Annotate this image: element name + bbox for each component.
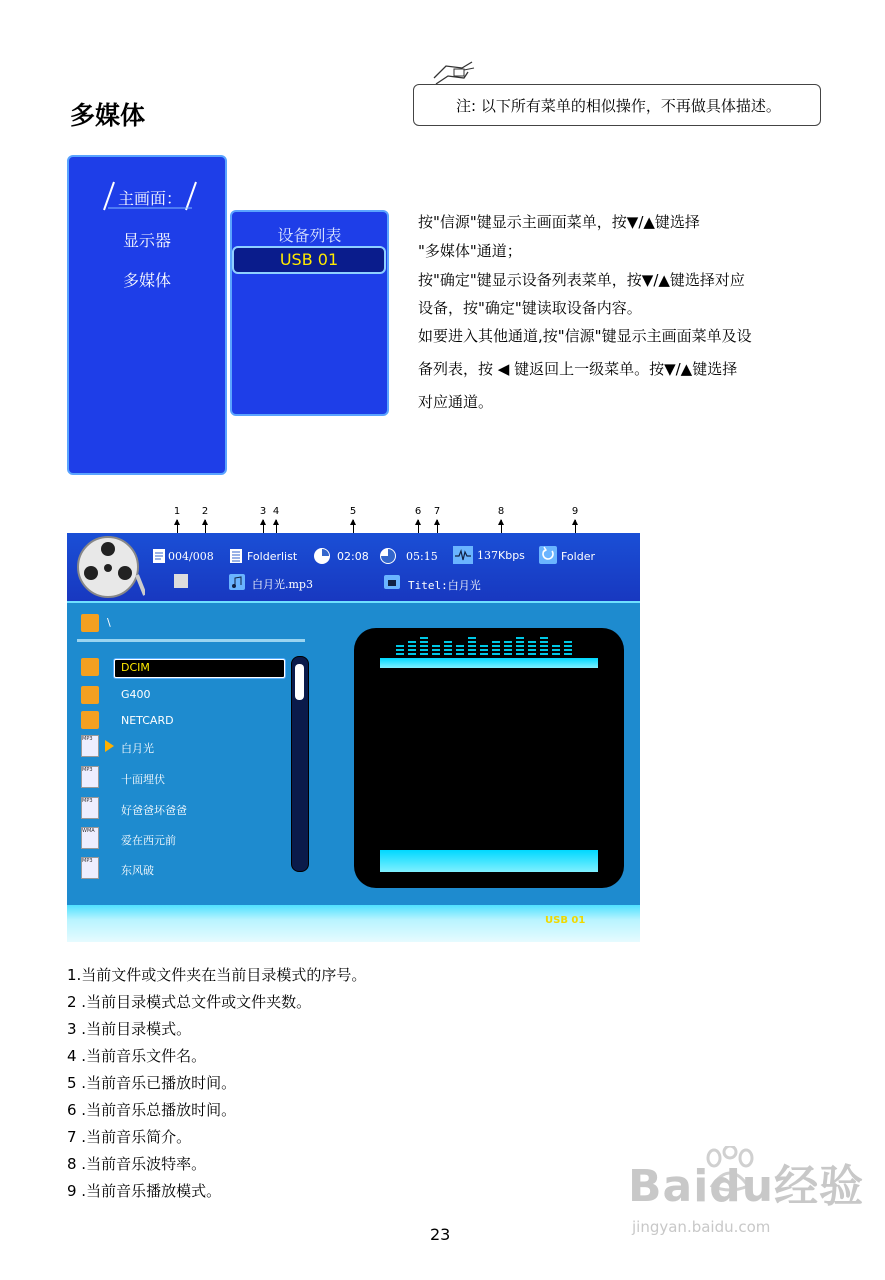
file-item[interactable]: 好爸爸坏爸爸 — [121, 804, 187, 817]
marker-9: 9 — [571, 506, 579, 517]
file-item[interactable]: 爱在西元前 — [121, 834, 176, 847]
file-type: MP3 — [82, 858, 93, 864]
film-reel-icon — [71, 535, 145, 599]
desc-line: 按"信源"键显示主画面菜单，按▼/▲键选择 — [418, 213, 700, 231]
repeat-icon — [539, 546, 557, 564]
music-file-icon — [81, 766, 99, 788]
device-item-label: USB 01 — [279, 250, 339, 269]
file-list-scrollbar[interactable] — [291, 656, 309, 872]
legend-item: 5 .当前音乐已播放时间。 — [67, 1074, 237, 1092]
device-list-header: 设备列表 — [277, 226, 342, 245]
watermark-url: jingyan.baidu.com — [632, 1218, 771, 1236]
file-type: MP3 — [82, 767, 93, 773]
legend-item: 6 .当前音乐总播放时间。 — [67, 1101, 237, 1119]
desc-line: 按"确定"键显示设备列表菜单，按▼/▲键选择对应 — [418, 271, 745, 289]
file-item[interactable]: 东风破 — [121, 864, 154, 877]
music-filename: 白月光.mp3 — [252, 578, 313, 591]
file-item[interactable]: 白月光 — [121, 742, 154, 755]
info-icon — [384, 575, 400, 589]
page-number: 23 — [430, 1225, 451, 1244]
play-indicator-icon — [105, 740, 114, 752]
note-box — [413, 84, 821, 126]
bitrate-unit: Kbps — [498, 549, 525, 562]
file-item[interactable]: 十面埋伏 — [121, 773, 165, 786]
note-text: 注: 以下所有菜单的相似操作，不再做具体描述。 — [456, 97, 781, 115]
marker-2: 2 — [201, 506, 209, 517]
marker-6: 6 — [414, 506, 422, 517]
marker-4: 4 — [272, 506, 280, 517]
marker-3: 3 — [259, 506, 267, 517]
marker-5: 5 — [349, 506, 357, 517]
elapsed-clock-icon — [313, 547, 331, 565]
legend-item: 1.当前文件或文件夹在当前目录模式的序号。 — [67, 966, 367, 984]
file-type: MP3 — [82, 798, 93, 804]
menu-item-display[interactable]: 显示器 — [122, 231, 171, 250]
bitrate — [477, 549, 525, 562]
path-divider — [77, 639, 305, 642]
player-status-bar — [67, 533, 640, 601]
file-item[interactable]: DCIM — [121, 661, 150, 674]
file-type: MP3 — [82, 736, 93, 742]
file-index: 004/008 — [168, 550, 214, 563]
play-mode: Folder — [561, 550, 595, 563]
file-item[interactable]: G400 — [121, 688, 151, 701]
elapsed-time: 02:08 — [337, 550, 369, 563]
device-item-usb01[interactable] — [232, 246, 386, 274]
music-info: Titel:白月光 — [408, 579, 481, 592]
marker-1: 1 — [173, 506, 181, 517]
stop-icon — [174, 574, 188, 588]
file-index-icon — [152, 548, 166, 564]
marker-8: 8 — [497, 506, 505, 517]
folder-icon — [81, 658, 99, 676]
desc-line: 备列表，按 ◀ 键返回上一级菜单。按▼/▲键选择 — [418, 360, 738, 378]
total-time: 05:15 — [406, 550, 438, 563]
music-file-icon — [81, 857, 99, 879]
spectrum-bars — [394, 633, 584, 657]
music-file-icon — [81, 827, 99, 849]
bitrate-value: 137 — [477, 549, 498, 562]
file-type: WMA — [82, 828, 95, 834]
device-label: USB 01 — [545, 915, 586, 926]
desc-line: 如要进入其他通道,按"信源"键显示主画面菜单及设 — [418, 327, 752, 345]
status-bar-divider — [67, 601, 640, 603]
page-title: 多媒体 — [70, 101, 146, 130]
legend-item: 4 .当前音乐文件名。 — [67, 1047, 207, 1065]
legend-item: 7 .当前音乐简介。 — [67, 1128, 192, 1146]
bitrate-wave-icon — [453, 546, 473, 564]
legend-item: 9 .当前音乐播放模式。 — [67, 1182, 222, 1200]
audio-visualizer — [354, 628, 624, 888]
current-path: \ — [107, 616, 111, 629]
directory-mode: Folderlist — [247, 550, 298, 563]
file-item[interactable]: NETCARD — [121, 714, 174, 727]
music-file-icon — [81, 797, 99, 819]
folderlist-icon — [229, 548, 243, 564]
visualizer-top-bar — [380, 658, 598, 668]
main-menu-header: 主画面： — [117, 189, 182, 208]
menu-item-multimedia[interactable]: 多媒体 — [122, 271, 171, 290]
desc-line: 对应通道。 — [418, 393, 494, 411]
media-player-screen — [67, 533, 640, 942]
legend-item: 3 .当前目录模式。 — [67, 1020, 192, 1038]
folder-icon — [81, 711, 99, 729]
legend-item: 2 .当前目录模式总文件或文件夹数。 — [67, 993, 312, 1011]
folder-icon — [81, 686, 99, 704]
watermark-logo: Baidu经验 — [628, 1161, 865, 1212]
music-file-icon — [81, 735, 99, 757]
total-clock-icon — [379, 547, 397, 565]
desc-line: "多媒体"通道； — [418, 242, 522, 260]
music-note-icon — [229, 574, 245, 590]
desc-line: 设备，按"确定"键读取设备内容。 — [418, 299, 642, 317]
visualizer-bottom-bar — [380, 850, 598, 872]
current-folder-icon — [81, 614, 99, 632]
scrollbar-thumb[interactable] — [295, 664, 304, 700]
marker-7: 7 — [433, 506, 441, 517]
legend-item: 8 .当前音乐波特率。 — [67, 1155, 207, 1173]
